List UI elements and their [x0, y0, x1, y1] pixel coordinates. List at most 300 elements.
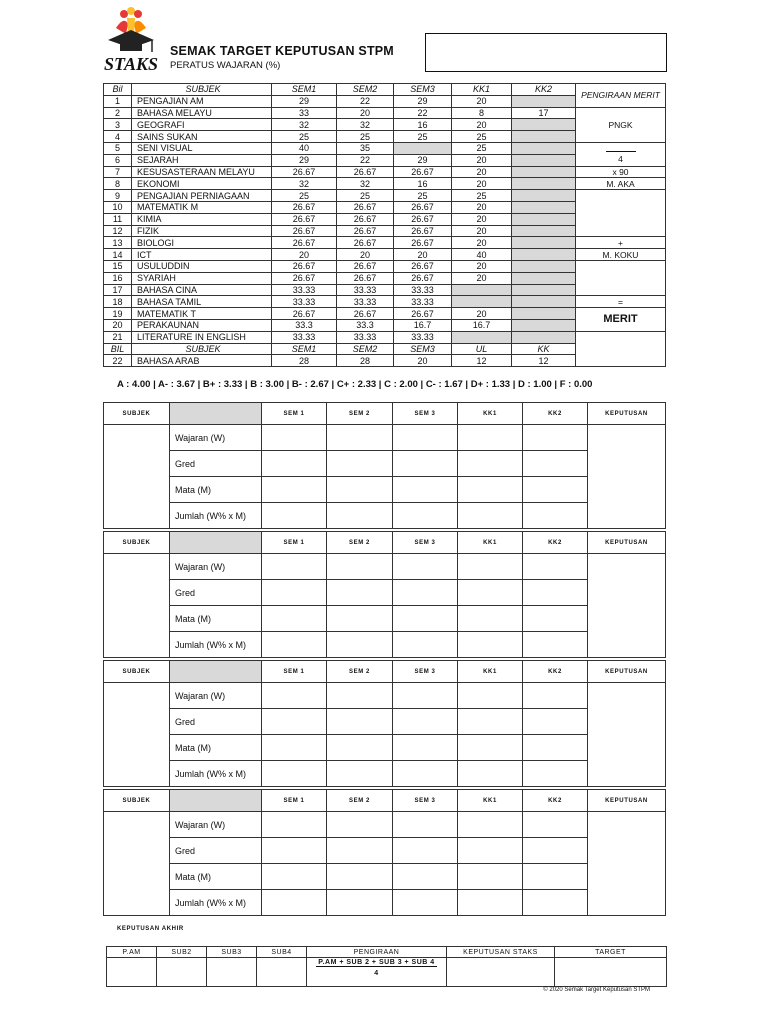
entry-cell[interactable]	[262, 735, 327, 761]
final-cell[interactable]	[157, 958, 207, 987]
entry-cell[interactable]	[458, 503, 523, 529]
table-row	[104, 296, 666, 308]
subject-calc-block	[103, 789, 666, 916]
block-header: SEM 2	[327, 532, 393, 554]
row-number: 19	[104, 308, 132, 320]
block-header: SEM 3	[393, 403, 458, 425]
merit-akademik-label: M. AKA	[606, 178, 635, 189]
weight-cell: 12	[512, 355, 576, 367]
weight-cell	[512, 201, 576, 213]
entry-cell[interactable]	[262, 812, 327, 838]
final-header: SUB3	[207, 947, 257, 958]
block-header: SEM 3	[393, 661, 458, 683]
row-number: 7	[104, 166, 132, 178]
weight-cell: 25	[272, 190, 337, 202]
weight-cell: 20	[452, 166, 512, 178]
weight-cell: 12	[452, 355, 512, 367]
subject-name: BAHASA MELAYU	[132, 107, 272, 119]
weight-cell: 20	[452, 154, 512, 166]
weight-cell: SEM1	[272, 84, 337, 96]
entry-cell[interactable]	[523, 451, 588, 477]
weight-cell	[512, 237, 576, 249]
subject-name-input[interactable]	[170, 790, 262, 812]
entry-cell[interactable]	[327, 425, 393, 451]
row-label: Gred	[170, 838, 262, 864]
weight-cell	[512, 319, 576, 331]
weight-cell: 20	[337, 107, 394, 119]
entry-cell[interactable]	[393, 709, 458, 735]
weight-cell: 20	[452, 260, 512, 272]
weight-cell: 28	[337, 355, 394, 367]
entry-cell[interactable]	[262, 425, 327, 451]
weight-cell: 26.67	[394, 201, 452, 213]
row-number: Bil	[104, 84, 132, 96]
entry-cell[interactable]	[327, 580, 393, 606]
entry-cell[interactable]	[393, 864, 458, 890]
weight-cell: 25	[272, 131, 337, 143]
row-label: Gred	[170, 580, 262, 606]
weight-cell: KK2	[512, 84, 576, 96]
merit-calc-cell	[576, 331, 666, 366]
weight-cell: 20	[452, 213, 512, 225]
entry-cell[interactable]	[393, 890, 458, 916]
entry-cell[interactable]	[393, 503, 458, 529]
entry-cell[interactable]	[458, 838, 523, 864]
entry-cell[interactable]	[262, 580, 327, 606]
row-number: 3	[104, 119, 132, 131]
weight-cell: 33.33	[394, 296, 452, 308]
block-header: SEM 2	[327, 661, 393, 683]
row-number: 21	[104, 331, 132, 343]
entry-cell[interactable]	[393, 477, 458, 503]
weight-cell: 26.67	[337, 308, 394, 320]
table-row	[104, 166, 666, 178]
subject-name-input[interactable]	[170, 661, 262, 683]
divisor-four: 4	[618, 154, 623, 165]
block-header: SEM 2	[327, 790, 393, 812]
weight-cell: 33.33	[337, 331, 394, 343]
entry-cell[interactable]	[327, 503, 393, 529]
block-header: SEM 3	[393, 532, 458, 554]
entry-cell[interactable]	[523, 503, 588, 529]
subject-name: MATEMATIK T	[132, 308, 272, 320]
subject-name: PENGAJIAN AM	[132, 95, 272, 107]
grade-point-legend: A : 4.00 | A- : 3.67 | B+ : 3.33 | B : 3.00 | B- : 2.67 | C+ : 2.33 | C : 2.00 | C- : 1.67 | D+ : 1.33 | D : 1.00 | F : 0.00	[117, 379, 593, 390]
weight-cell	[512, 296, 576, 308]
weight-cell	[512, 178, 576, 190]
weight-cell: 26.67	[394, 272, 452, 284]
weight-cell: 33	[272, 107, 337, 119]
subject-blank-cell	[104, 683, 170, 787]
weight-cell: 26.67	[272, 237, 337, 249]
weight-cell: 20	[452, 225, 512, 237]
weight-cell: 20	[452, 178, 512, 190]
weight-cell: 26.67	[394, 166, 452, 178]
entry-cell[interactable]	[327, 477, 393, 503]
weight-cell: 26.67	[394, 225, 452, 237]
fraction-line	[606, 151, 636, 152]
subject-name: PERAKAUNAN	[132, 319, 272, 331]
final-cell[interactable]	[257, 958, 307, 987]
table-row	[104, 190, 666, 202]
name-input-box[interactable]	[425, 33, 667, 72]
entry-cell[interactable]	[523, 761, 588, 787]
subject-blank-cell	[104, 812, 170, 916]
entry-cell[interactable]	[393, 580, 458, 606]
weight-cell: KK1	[452, 84, 512, 96]
weight-cell	[512, 190, 576, 202]
block-header: SEM 1	[262, 532, 327, 554]
weight-cell: 20	[452, 272, 512, 284]
weight-cell: 29	[394, 95, 452, 107]
final-header: SUB4	[257, 947, 307, 958]
entry-cell[interactable]	[523, 683, 588, 709]
entry-cell[interactable]	[327, 890, 393, 916]
entry-cell[interactable]	[458, 580, 523, 606]
entry-cell[interactable]	[327, 864, 393, 890]
block-header: KK2	[523, 661, 588, 683]
subject-name-input[interactable]	[170, 403, 262, 425]
weight-cell	[452, 331, 512, 343]
row-label: Wajaran (W)	[170, 425, 262, 451]
entry-cell[interactable]	[393, 632, 458, 658]
row-number: 18	[104, 296, 132, 308]
keputusan-cell[interactable]	[588, 554, 666, 658]
weight-cell: 32	[337, 119, 394, 131]
weight-cell: 26.67	[337, 225, 394, 237]
row-number: BIL	[104, 343, 132, 355]
row-number: 20	[104, 319, 132, 331]
weight-cell: 29	[394, 154, 452, 166]
entry-cell[interactable]	[458, 683, 523, 709]
entry-cell[interactable]	[262, 606, 327, 632]
weight-cell: 8	[452, 107, 512, 119]
weight-cell: 40	[452, 249, 512, 261]
weight-cell: 22	[337, 154, 394, 166]
subject-name: EKONOMI	[132, 178, 272, 190]
merit-calc-cell	[576, 166, 666, 178]
weight-cell: SEM3	[394, 84, 452, 96]
entry-cell[interactable]	[262, 761, 327, 787]
weight-cell: 20	[394, 355, 452, 367]
block-header: SUBJEK	[104, 532, 170, 554]
entry-cell[interactable]	[458, 761, 523, 787]
merit-calc-cell	[576, 308, 666, 332]
table-row	[104, 178, 666, 190]
weight-cell: 33.33	[272, 296, 337, 308]
merit-calc-cell	[576, 260, 666, 295]
weight-cell: 26.67	[337, 260, 394, 272]
subject-name: SUBJEK	[132, 343, 272, 355]
weight-cell: 22	[394, 107, 452, 119]
entry-cell[interactable]	[458, 812, 523, 838]
row-number: 16	[104, 272, 132, 284]
block-header: KK1	[458, 661, 523, 683]
block-header: KK1	[458, 790, 523, 812]
weight-cell	[512, 95, 576, 107]
entry-cell[interactable]	[458, 425, 523, 451]
final-header: P.AM	[107, 947, 157, 958]
entry-cell[interactable]	[458, 735, 523, 761]
row-label: Jumlah (W% x M)	[170, 761, 262, 787]
table-row	[104, 142, 666, 154]
row-number: 11	[104, 213, 132, 225]
weight-cell	[512, 142, 576, 154]
table-row	[104, 260, 666, 272]
calculation-formula	[307, 958, 447, 987]
weight-cell: 20	[452, 237, 512, 249]
entry-cell[interactable]	[327, 632, 393, 658]
weight-cell	[512, 284, 576, 296]
entry-cell[interactable]	[393, 735, 458, 761]
entry-cell[interactable]	[523, 477, 588, 503]
weight-cell: SEM2	[337, 343, 394, 355]
entry-cell[interactable]	[262, 477, 327, 503]
subject-name: SEJARAH	[132, 154, 272, 166]
entry-cell[interactable]	[327, 606, 393, 632]
weight-cell: 25	[452, 142, 512, 154]
weight-cell: 26.67	[272, 213, 337, 225]
subject-blank-cell	[104, 554, 170, 658]
weight-cell: SEM1	[272, 343, 337, 355]
table-row	[104, 107, 666, 119]
entry-cell[interactable]	[523, 735, 588, 761]
entry-cell[interactable]	[262, 632, 327, 658]
weight-cell	[452, 284, 512, 296]
merit-calc-cell	[576, 190, 666, 237]
entry-cell[interactable]	[327, 838, 393, 864]
subject-name: KIMIA	[132, 213, 272, 225]
weight-cell	[512, 249, 576, 261]
weight-cell: 16	[394, 178, 452, 190]
weight-cell	[512, 166, 576, 178]
entry-cell[interactable]	[327, 812, 393, 838]
subject-calc-block	[103, 660, 666, 787]
entry-cell[interactable]	[458, 632, 523, 658]
subject-name: FIZIK	[132, 225, 272, 237]
weight-cell: 20	[452, 119, 512, 131]
formula-denominator: 4	[374, 970, 379, 977]
entry-cell[interactable]	[458, 606, 523, 632]
weight-cell: 33.33	[272, 331, 337, 343]
formula-numerator: P.AM + SUB 2 + SUB 3 + SUB 4	[318, 959, 435, 966]
row-label: Gred	[170, 709, 262, 735]
weight-cell: 16.7	[452, 319, 512, 331]
row-number: 13	[104, 237, 132, 249]
block-header: KK1	[458, 532, 523, 554]
target-weightage-table	[103, 83, 666, 367]
block-header: KK2	[523, 403, 588, 425]
entry-cell[interactable]	[393, 683, 458, 709]
row-number: 12	[104, 225, 132, 237]
weight-cell: 33.33	[337, 284, 394, 296]
weight-cell: 26.67	[272, 201, 337, 213]
row-label: Jumlah (W% x M)	[170, 503, 262, 529]
final-cell[interactable]	[107, 958, 157, 987]
weight-cell	[394, 142, 452, 154]
merit-calc-cell	[576, 296, 666, 308]
entry-cell[interactable]	[262, 683, 327, 709]
weight-cell	[512, 308, 576, 320]
block-header: SEM 3	[393, 790, 458, 812]
keputusan-cell[interactable]	[588, 683, 666, 787]
weight-cell: 20	[272, 249, 337, 261]
keputusan-cell[interactable]	[588, 812, 666, 916]
weight-cell: 26.67	[272, 308, 337, 320]
weight-cell: 26.67	[394, 308, 452, 320]
entry-cell[interactable]	[327, 761, 393, 787]
row-number: 10	[104, 201, 132, 213]
subject-name: SUBJEK	[132, 84, 272, 96]
entry-cell[interactable]	[393, 606, 458, 632]
entry-cell[interactable]	[393, 812, 458, 838]
weight-cell: 25	[337, 131, 394, 143]
weight-cell: 25	[394, 190, 452, 202]
entry-cell[interactable]	[523, 425, 588, 451]
entry-cell[interactable]	[523, 838, 588, 864]
entry-cell[interactable]	[393, 838, 458, 864]
row-number: 2	[104, 107, 132, 119]
entry-cell[interactable]	[523, 606, 588, 632]
row-label: Gred	[170, 451, 262, 477]
keputusan-cell[interactable]	[588, 425, 666, 529]
row-label: Wajaran (W)	[170, 683, 262, 709]
final-result-table	[106, 946, 667, 987]
weight-cell: 26.67	[394, 260, 452, 272]
entry-cell[interactable]	[262, 890, 327, 916]
row-number: 5	[104, 142, 132, 154]
subject-name: ICT	[132, 249, 272, 261]
block-header: SEM 2	[327, 403, 393, 425]
entry-cell[interactable]	[523, 864, 588, 890]
entry-cell[interactable]	[458, 451, 523, 477]
weight-cell: 20	[394, 249, 452, 261]
entry-cell[interactable]	[262, 554, 327, 580]
entry-cell[interactable]	[393, 425, 458, 451]
weight-cell: 33.33	[394, 331, 452, 343]
weight-cell: 26.67	[272, 166, 337, 178]
copyright-footer: © 2020 Semak Target Keputusan STPM	[543, 987, 650, 993]
weight-cell: 20	[452, 201, 512, 213]
entry-cell[interactable]	[523, 812, 588, 838]
entry-cell[interactable]	[393, 451, 458, 477]
weight-cell: 26.67	[337, 213, 394, 225]
entry-cell[interactable]	[458, 864, 523, 890]
weight-cell: 25	[394, 131, 452, 143]
logo-text: STAKS	[103, 54, 159, 74]
block-header: KEPUTUSAN	[588, 790, 666, 812]
entry-cell[interactable]	[523, 632, 588, 658]
entry-cell[interactable]	[262, 709, 327, 735]
block-header: KEPUTUSAN	[588, 532, 666, 554]
final-header: TARGET	[555, 947, 667, 958]
weight-cell: 22	[337, 95, 394, 107]
merit-calc-cell	[576, 237, 666, 249]
entry-cell[interactable]	[327, 683, 393, 709]
entry-cell[interactable]	[458, 554, 523, 580]
final-cell[interactable]	[555, 958, 667, 987]
row-number: 8	[104, 178, 132, 190]
weight-cell: 26.67	[337, 237, 394, 249]
row-label: Mata (M)	[170, 477, 262, 503]
row-number: 4	[104, 131, 132, 143]
equals-sign: =	[618, 296, 623, 307]
entry-cell[interactable]	[458, 890, 523, 916]
weight-cell: 25	[452, 190, 512, 202]
final-cell[interactable]	[207, 958, 257, 987]
subject-name: MATEMATIK M	[132, 201, 272, 213]
multiply-ninety: x 90	[612, 166, 629, 177]
weight-cell: 32	[272, 119, 337, 131]
subject-name: LITERATURE IN ENGLISH	[132, 331, 272, 343]
weight-cell: 26.67	[272, 272, 337, 284]
entry-cell[interactable]	[327, 451, 393, 477]
merit-calc-cell	[576, 178, 666, 190]
subject-name-input[interactable]	[170, 532, 262, 554]
weight-cell: 29	[272, 95, 337, 107]
entry-cell[interactable]	[327, 709, 393, 735]
entry-cell[interactable]	[262, 503, 327, 529]
merit-calc-cell	[576, 84, 666, 108]
entry-cell[interactable]	[262, 838, 327, 864]
entry-cell[interactable]	[458, 709, 523, 735]
weight-cell	[512, 272, 576, 284]
weight-cell: 32	[272, 178, 337, 190]
row-number: 14	[104, 249, 132, 261]
entry-cell[interactable]	[523, 554, 588, 580]
weight-cell: 16	[394, 119, 452, 131]
row-label: Mata (M)	[170, 864, 262, 890]
subject-name: SENI VISUAL	[132, 142, 272, 154]
weight-cell	[512, 225, 576, 237]
weight-cell: 20	[337, 249, 394, 261]
subject-calc-block	[103, 531, 666, 658]
weight-cell: KK	[512, 343, 576, 355]
entry-cell[interactable]	[327, 554, 393, 580]
final-cell[interactable]	[447, 958, 555, 987]
entry-cell[interactable]	[458, 477, 523, 503]
entry-cell[interactable]	[393, 554, 458, 580]
row-label: Jumlah (W% x M)	[170, 632, 262, 658]
entry-cell[interactable]	[262, 864, 327, 890]
weight-cell: 20	[452, 95, 512, 107]
final-header: KEPUTUSAN STAKS	[447, 947, 555, 958]
weight-cell: SEM3	[394, 343, 452, 355]
table-row	[104, 249, 666, 261]
weight-cell	[512, 131, 576, 143]
table-row	[104, 331, 666, 343]
weight-cell: 26.67	[337, 272, 394, 284]
block-header: SEM 1	[262, 661, 327, 683]
entry-cell[interactable]	[523, 890, 588, 916]
entry-cell[interactable]	[393, 761, 458, 787]
row-number: 6	[104, 154, 132, 166]
row-number: 9	[104, 190, 132, 202]
pngk-label: PNGK	[608, 119, 633, 130]
entry-cell[interactable]	[523, 580, 588, 606]
subject-name: BAHASA ARAB	[132, 355, 272, 367]
entry-cell[interactable]	[262, 451, 327, 477]
entry-cell[interactable]	[327, 735, 393, 761]
subject-name: GEOGRAFI	[132, 119, 272, 131]
merit-calc-cell	[576, 142, 666, 166]
weight-cell: 33.3	[337, 319, 394, 331]
entry-cell[interactable]	[523, 709, 588, 735]
final-result-label: KEPUTUSAN AKHIR	[117, 926, 184, 932]
block-header: KEPUTUSAN	[588, 661, 666, 683]
block-header: SEM 1	[262, 403, 327, 425]
subject-blank-cell	[104, 425, 170, 529]
